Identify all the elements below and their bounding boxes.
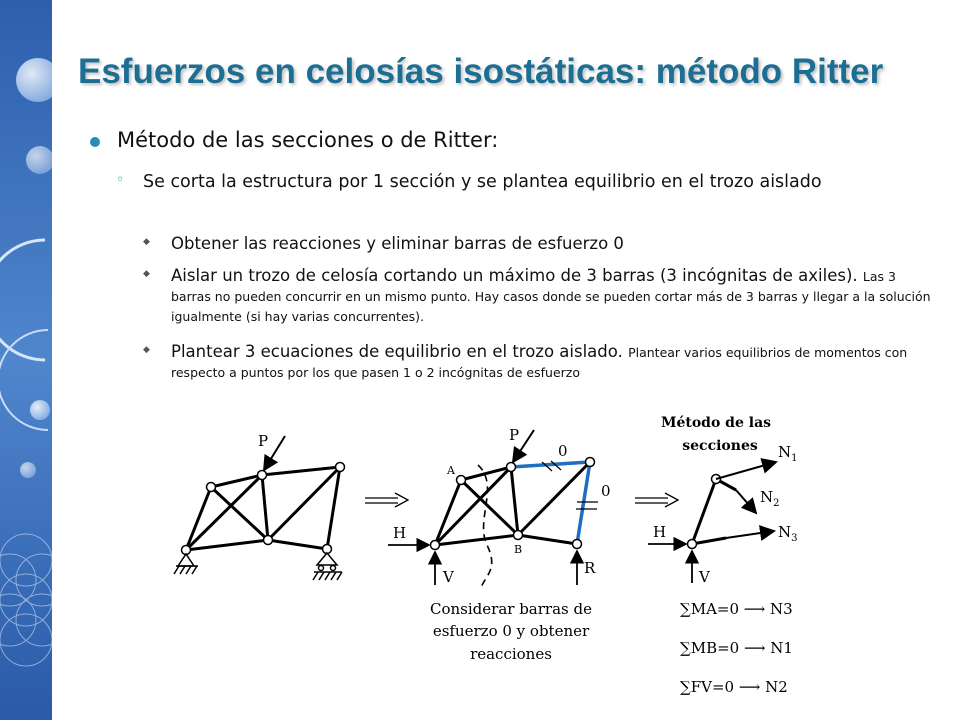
caption-middle-line3: reacciones: [470, 645, 552, 663]
transition-arrow-1: [365, 493, 408, 507]
square-bullet-icon: ◆: [143, 345, 150, 355]
reaction-h-label-right: H: [653, 523, 667, 541]
bullet-level2: [116, 172, 916, 193]
right-title-line2: secciones: [682, 438, 758, 454]
truss-middle: [435, 462, 590, 545]
truss-diagram: [0, 400, 960, 720]
item-main-text: Obtener las reacciones y eliminar barras de esfuerzo 0: [171, 234, 624, 253]
slide-title: Esfuerzos en celosías isostáticas: método Ritter: [78, 52, 884, 91]
load-label-middle: P: [509, 426, 520, 444]
force-n3-label: $N_3$: [778, 523, 798, 544]
force-n1-arrow: [716, 462, 776, 479]
force-n1-label: $N_1$: [778, 443, 798, 464]
force-n3-arrow: [726, 531, 774, 538]
square-bullet-icon: ◆: [143, 269, 150, 279]
reaction-v-label-middle: V: [443, 568, 454, 586]
item-note-text: Plantear varios equilibrios de momentos con respecto a puntos por los que pasen 1 o 2 incógnitas de esfuerzo: [171, 345, 908, 380]
reaction-v-label-right: V: [699, 568, 710, 586]
bullet-level3-item: [143, 342, 933, 382]
item-main-text: Plantear 3 ecuaciones de equilibrio en el trozo aislado.: [171, 342, 623, 361]
bullet-dot-icon: [90, 137, 100, 147]
caption-middle-line1: Considerar barras de: [430, 600, 592, 618]
bullet-level1: [90, 128, 498, 152]
zero-label-right: 0: [601, 482, 611, 500]
equation-3: ∑FV=0 ⟶ N2: [680, 678, 788, 696]
item-main-text: Aislar un trozo de celosía cortando un máximo de 3 barras (3 incógnitas de axiles).: [171, 266, 858, 285]
section-cut-line: [478, 465, 492, 590]
equation-2: ∑MB=0 ⟶ N1: [680, 639, 793, 657]
ring-bullet-icon: ◦: [116, 172, 125, 188]
reaction-r-label-middle: R: [584, 559, 596, 577]
node-label-a: A: [447, 464, 455, 477]
force-n2-label: $N_2$: [760, 488, 780, 509]
truss-left-nodes: [182, 463, 345, 555]
bullet-level3-item: [143, 266, 933, 325]
square-bullet-icon: ◆: [143, 237, 150, 247]
zero-label-top: 0: [558, 442, 568, 460]
bullet-level1-text: Método de las secciones o de Ritter:: [117, 128, 499, 152]
item-note-text: Las 3 barras no pueden concurrir en un mismo punto. Hay casos donde se pueden cortar más de 3 barras y llegar a la solución igualmente (si hay varias concurrentes).: [171, 269, 931, 324]
equation-1: ∑MA=0 ⟶ N3: [680, 600, 793, 618]
node-label-b: B: [514, 543, 523, 556]
transition-arrow-2: [635, 493, 678, 507]
bullet-level2-text: Se corta la estructura por 1 sección y se plantea equilibrio en el trozo aislado: [143, 172, 822, 192]
reaction-h-label-middle: H: [393, 524, 407, 542]
load-label-left: P: [258, 432, 269, 450]
free-body: [692, 479, 736, 544]
right-title-line1: Método de las: [660, 415, 772, 431]
caption-middle-line2: esfuerzo 0 y obtener: [432, 622, 590, 640]
force-n2-arrow: [736, 490, 756, 513]
bullet-level3-item: [143, 234, 933, 254]
truss-left-supports: [174, 553, 342, 580]
